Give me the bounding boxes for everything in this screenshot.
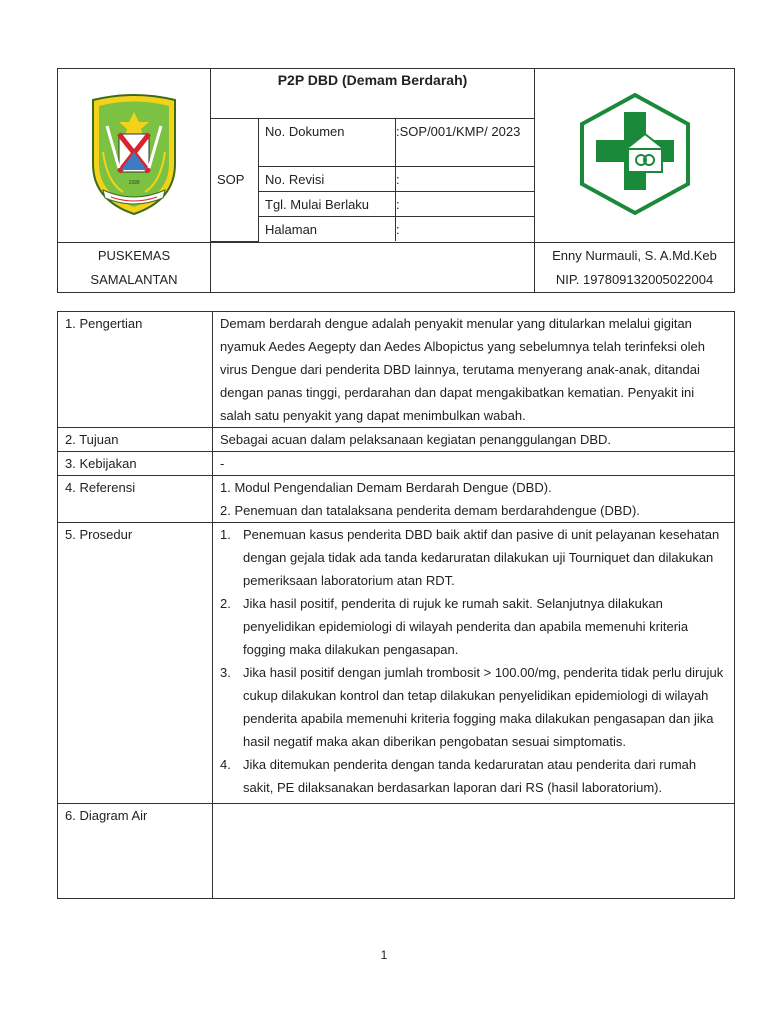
prosedur-item-number: 4. bbox=[220, 757, 231, 772]
referensi-label: 4. Referensi bbox=[58, 476, 213, 523]
field-label-halaman: Halaman bbox=[259, 217, 396, 242]
prosedur-list bbox=[213, 523, 735, 804]
puskesmas-logo-icon bbox=[576, 92, 694, 216]
field-value-tgl-mulai: : bbox=[396, 192, 535, 217]
row-pengertian bbox=[58, 312, 735, 428]
prosedur-label: 5. Prosedur bbox=[58, 523, 213, 804]
prosedur-item bbox=[220, 661, 728, 753]
row-tujuan bbox=[58, 428, 735, 452]
kebijakan-text: - bbox=[213, 452, 735, 476]
signer-nip: NIP. 197809132005022004 bbox=[555, 271, 714, 287]
referensi-item: 2. Penemuan dan tatalaksana penderita demam berdarahdengue (DBD). bbox=[220, 503, 640, 518]
tujuan-text: Sebagai acuan dalam pelaksanaan kegiatan penanggulangan DBD. bbox=[213, 428, 735, 452]
prosedur-item bbox=[220, 753, 728, 799]
document-title: P2P DBD (Demam Berdarah) bbox=[211, 69, 535, 119]
prosedur-item-number: 2. bbox=[220, 596, 231, 611]
page-number: 1 bbox=[380, 948, 388, 962]
kebijakan-label: 3. Kebijakan bbox=[58, 452, 213, 476]
diagram-air-label: 6. Diagram Air bbox=[58, 804, 213, 899]
row-prosedur bbox=[58, 523, 735, 804]
row-referensi bbox=[58, 476, 735, 523]
prosedur-item-text: Jika hasil positif, penderita di rujuk ke rumah sakit. Selanjutnya dilakukan penyelidikan epidemiologi di wilayah penderita dan apabila memenuhi kriteria fogging maka dilakukan pengasapan. bbox=[243, 596, 689, 657]
prosedur-item-text: Jika hasil positif dengan jumlah trombosit > 100.00/mg, penderita tidak perlu dirujuk cukup dilakukan kontrol dan tetap dilakukan penyelidikan epidemiologi di wilayah penderita apabila memenuhi kriteria fogging maka dilakukan pengasapan dan jika hasil negatif maka akan diberikan pengobatan sesuai simptomatis. bbox=[243, 665, 724, 749]
referensi-item: 1. Modul Pengendalian Demam Berdarah Dengue (DBD). bbox=[220, 480, 552, 495]
field-value-halaman: : bbox=[396, 217, 535, 242]
sop-content-table bbox=[57, 311, 735, 899]
prosedur-item bbox=[220, 592, 728, 661]
pengertian-text: Demam berdarah dengue adalah penyakit menular yang ditularkan melalui gigitan nyamuk Aedes Aegepty dan Aedes Albopictus yang sebelumnya telah terinfeksi oleh virus Dengue dari penderita DBD lainnya, terutama menyerang anak-anak, ditandai dengan panas tinggi, perdarahan dan dapat mengakibatkan kematian. Penyakit ini salah satu penyakit yang dapat menimbulkan wabah. bbox=[213, 312, 735, 428]
prosedur-item-text: Penemuan kasus penderita DBD baik aktif dan pasive di unit pelayanan kesehatan dengan gejala tidak ada tanda kedaruratan dilakukan uji Tourniquet dan dilakukan pemeriksaan laboratorium atan RDT. bbox=[243, 527, 720, 588]
signer-block bbox=[535, 242, 735, 292]
row-diagram-air bbox=[58, 804, 735, 899]
referensi-list bbox=[213, 476, 735, 523]
regional-emblem-icon bbox=[85, 92, 183, 216]
field-value-no-dokumen: :SOP/001/KMP/ 2023 bbox=[396, 119, 535, 167]
empty-center-cell bbox=[211, 242, 535, 292]
sop-label: SOP bbox=[211, 119, 259, 242]
prosedur-item-text: Jika ditemukan penderita dengan tanda kedaruratan atau penderita dari rumah sakit, PE dilaksanakan berdasarkan laporan dari RS (hasil laboratorium). bbox=[243, 757, 697, 795]
field-label-tgl-mulai: Tgl. Mulai Berlaku bbox=[259, 192, 396, 217]
document-header-table bbox=[57, 68, 735, 293]
prosedur-item bbox=[220, 523, 728, 592]
organization-line1: PUSKEMAS bbox=[97, 247, 171, 263]
prosedur-item-number: 3. bbox=[220, 665, 231, 680]
tujuan-label: 2. Tujuan bbox=[58, 428, 213, 452]
prosedur-item-number: 1. bbox=[220, 527, 231, 542]
diagram-air-content bbox=[213, 804, 735, 899]
puskesmas-logo-cell bbox=[535, 69, 735, 243]
signer-name: Enny Nurmauli, S. A.Md.Keb bbox=[552, 247, 717, 263]
svg-text:1999: 1999 bbox=[128, 179, 140, 186]
field-value-no-revisi: : bbox=[396, 167, 535, 192]
field-label-no-revisi: No. Revisi bbox=[259, 167, 396, 192]
regional-emblem-cell bbox=[58, 69, 211, 243]
pengertian-label: 1. Pengertian bbox=[58, 312, 213, 428]
organization-line2: SAMALANTAN bbox=[90, 271, 178, 287]
organization-name bbox=[58, 242, 211, 292]
row-kebijakan bbox=[58, 452, 735, 476]
field-label-no-dokumen: No. Dokumen bbox=[259, 119, 396, 167]
